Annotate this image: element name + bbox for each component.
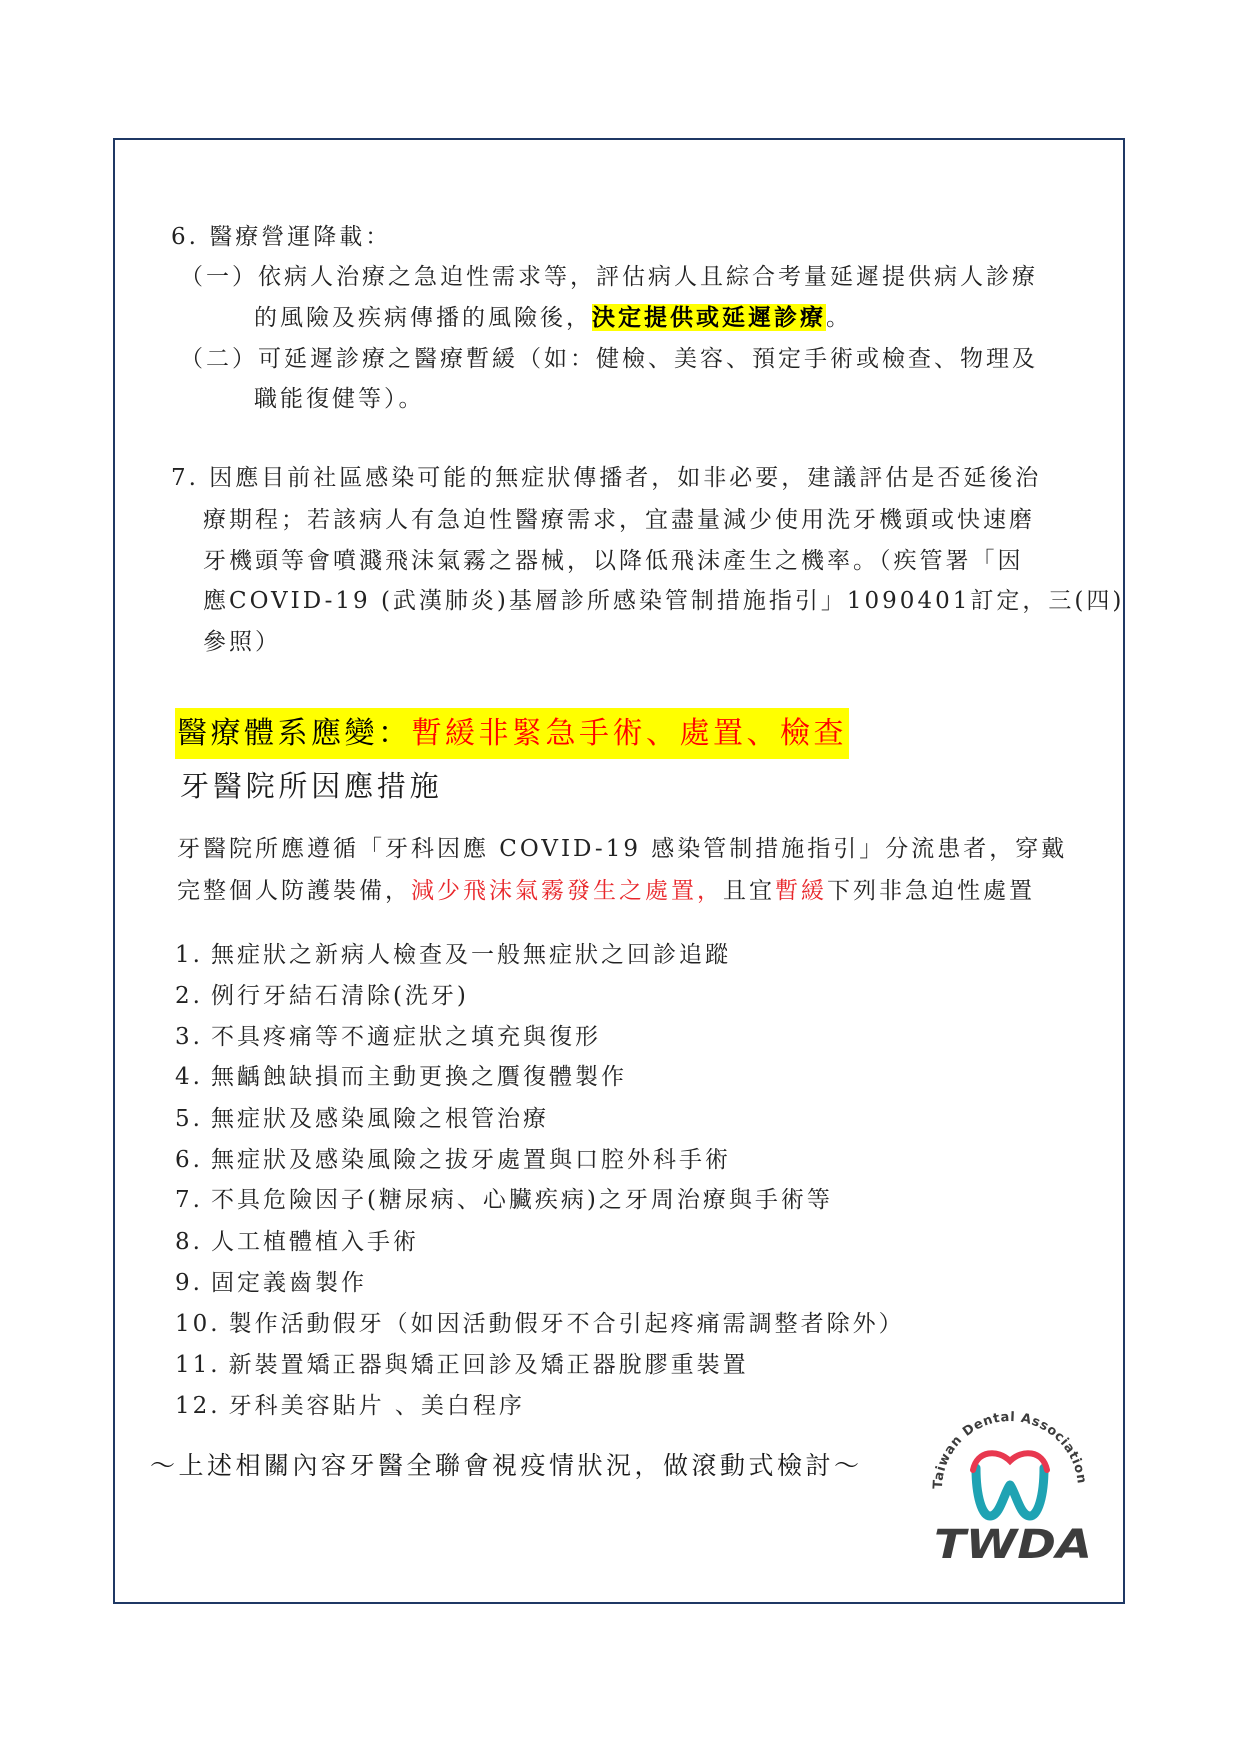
- banner-emphasis: 暫緩非緊急手術、處置、檢查: [411, 716, 847, 751]
- list-item-text: 人工植體植入手術: [210, 1229, 419, 1255]
- tooth-w-icon: [976, 1468, 1044, 1516]
- list-item: [175, 1350, 749, 1380]
- list-item-text: 無症狀之新病人檢查及一般無症狀之回診追蹤: [210, 942, 731, 968]
- logo-ring-text-path: Taiwan Dental Association: [930, 1409, 1089, 1490]
- section-6-item-1-line-2: [254, 303, 852, 333]
- section-7-line-2: 療期程；若該病人有急迫性醫療需求，宜盡量減少使用洗牙機頭或快速磨: [203, 507, 1035, 533]
- list-item-number: 3.: [175, 1024, 203, 1050]
- highlighted-decision-text: 決定提供或延遲診療: [592, 304, 826, 331]
- logo-wordmark: TWDA: [934, 1522, 1092, 1568]
- list-item-number: 5.: [175, 1106, 203, 1132]
- list-item-number: 8.: [175, 1229, 203, 1255]
- list-item-text: 新裝置矯正器與矯正回診及矯正器脫膠重裝置: [228, 1352, 749, 1378]
- list-item-number: 9.: [175, 1270, 203, 1296]
- section-6-item-1-period: 。: [826, 305, 852, 331]
- tooth-crown-icon: [973, 1453, 1047, 1470]
- response-banner: [175, 708, 849, 759]
- section-6-title: 6. 醫療營運降載：: [171, 224, 392, 250]
- list-item: [175, 1145, 731, 1175]
- intro-red-text-b: 減少飛沫氣霧發生之處置，: [411, 878, 723, 904]
- list-item-text: 無症狀及感染風險之根管治療: [210, 1106, 549, 1132]
- list-item-text: 製作活動假牙（如因活動假牙不合引起疼痛需調整者除外）: [228, 1311, 905, 1337]
- section-6-item-2-line-2: 職能復健等）。: [254, 386, 425, 412]
- list-item-text: 固定義齒製作: [210, 1270, 367, 1296]
- intro-red-text-d: 暫緩: [775, 878, 827, 904]
- list-item-number: 10.: [175, 1311, 221, 1337]
- section-7-line-5: 參照）: [203, 629, 281, 655]
- logo-ring-text: [931, 1410, 1089, 1489]
- list-item: [175, 1268, 367, 1298]
- list-item: [175, 1309, 905, 1339]
- section-7-line-4: 應COVID-19 (武漢肺炎)基層診所感染管制措施指引」1090401訂定，三(四): [203, 588, 1125, 614]
- section-7-line-3: 牙機頭等會噴濺飛沫氣霧之器械，以降低飛沫產生之機率。（疾管署「因: [203, 548, 1024, 574]
- section-6-item-1-line-1: （一）依病人治療之急迫性需求等，評估病人且綜合考量延遲提供病人診療: [180, 264, 1038, 290]
- list-item: [175, 1185, 833, 1215]
- list-item-number: 4.: [175, 1064, 203, 1090]
- list-item: [175, 1022, 601, 1052]
- banner-label: 醫療體系應變：: [177, 716, 412, 751]
- intro-line-1: 牙醫院所應遵循「牙科因應 COVID-19 感染管制措施指引」分流患者，穿戴: [177, 836, 1068, 862]
- list-item: [175, 940, 731, 970]
- list-item-text: 不具危險因子(糖尿病、心臟疾病)之牙周治療與手術等: [210, 1187, 833, 1213]
- clinic-measures-heading: 牙醫院所因應措施: [180, 769, 443, 803]
- list-item-number: 7.: [175, 1187, 203, 1213]
- list-item-number: 6.: [175, 1147, 203, 1173]
- list-item: [175, 1227, 419, 1257]
- twda-logo: [920, 1400, 1110, 1570]
- intro-line-2: [177, 876, 1035, 906]
- intro-text-a: 完整個人防護裝備，: [177, 878, 411, 904]
- list-item-text: 不具疼痛等不適症狀之填充與復形: [210, 1024, 601, 1050]
- section-7-line-1: 7. 因應目前社區感染可能的無症狀傳播者，如非必要，建議評估是否延後治: [171, 465, 1042, 491]
- list-item-number: 2.: [175, 983, 203, 1009]
- list-item-number: 11.: [175, 1352, 221, 1378]
- list-item-number: 1.: [175, 942, 203, 968]
- list-item-text: 無症狀及感染風險之拔牙處置與口腔外科手術: [210, 1147, 731, 1173]
- list-item: [175, 1104, 549, 1134]
- list-item-number: 12.: [175, 1393, 221, 1419]
- intro-text-e: 下列非急迫性處置: [827, 878, 1035, 904]
- footer-note: ～上述相關內容牙醫全聯會視疫情狀況，做滾動式檢討～: [150, 1451, 863, 1480]
- section-6-item-1-text: 的風險及疾病傳播的風險後，: [254, 305, 592, 331]
- list-item: [175, 981, 469, 1011]
- intro-text-c: 且宜: [723, 878, 775, 904]
- list-item: [175, 1062, 627, 1092]
- list-item-text: 無齲蝕缺損而主動更換之贋復體製作: [210, 1064, 627, 1090]
- list-item: [175, 1391, 525, 1421]
- list-item-text: 例行牙結石清除(洗牙): [210, 983, 469, 1009]
- list-item-text: 牙科美容貼片 、美白程序: [228, 1393, 525, 1419]
- section-6-item-2-line-1: （二）可延遲診療之醫療暫緩（如：健檢、美容、預定手術或檢查、物理及: [180, 346, 1038, 372]
